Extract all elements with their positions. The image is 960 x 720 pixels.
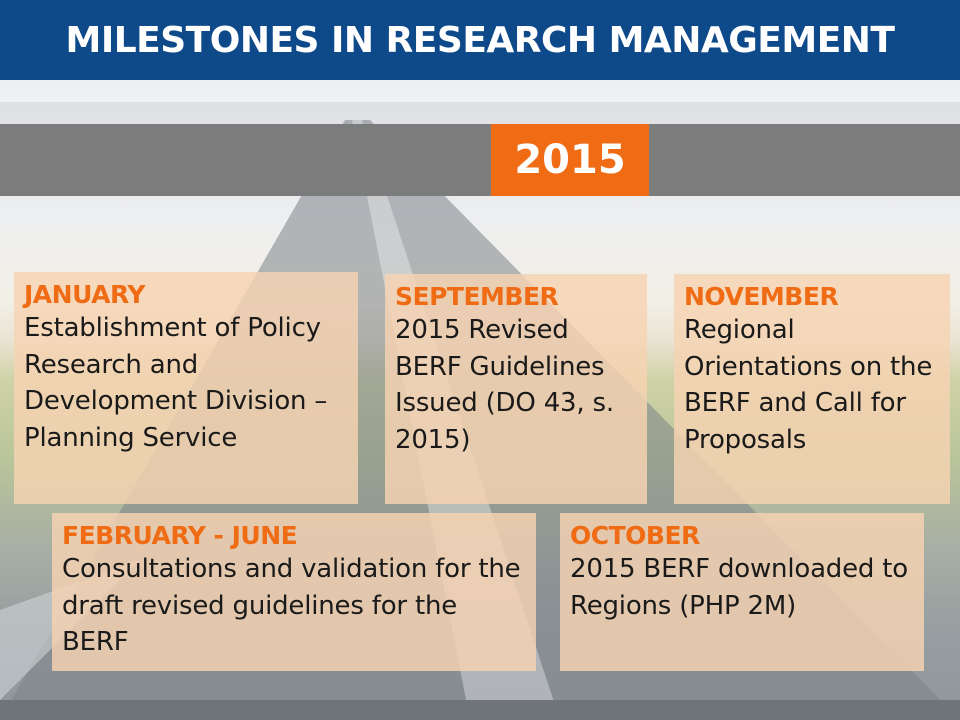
milestone-card-september (385, 274, 647, 504)
milestone-month: FEBRUARY - JUNE (62, 521, 298, 550)
year-badge (491, 124, 649, 196)
year-bar (0, 124, 960, 196)
title-bar (0, 0, 960, 80)
milestone-card-january (14, 272, 358, 504)
milestone-description: 2015 BERF downloaded to Regions (PHP 2M) (570, 554, 908, 621)
milestone-month: JANUARY (24, 280, 145, 309)
milestone-month: SEPTEMBER (395, 282, 559, 311)
page-title: MILESTONES IN RESEARCH MANAGEMENT (65, 19, 895, 61)
milestone-description: Consultations and validation for the draft revised guidelines for the BERF (62, 554, 521, 657)
milestone-description: 2015 Revised BERF Guidelines Issued (DO 43, s. 2015) (395, 315, 614, 455)
milestone-description: Establishment of Policy Research and Development Division – Planning Service (24, 313, 328, 453)
milestone-month: OCTOBER (570, 521, 700, 550)
milestone-card-november (674, 274, 950, 504)
milestone-card-october (560, 513, 924, 671)
bottom-strip (0, 700, 960, 720)
milestone-description: Regional Orientations on the BERF and Call for Proposals (684, 315, 933, 455)
divider-strip (0, 80, 960, 102)
year-label: 2015 (514, 137, 626, 183)
milestone-month: NOVEMBER (684, 282, 839, 311)
milestone-card-february-june (52, 513, 536, 671)
